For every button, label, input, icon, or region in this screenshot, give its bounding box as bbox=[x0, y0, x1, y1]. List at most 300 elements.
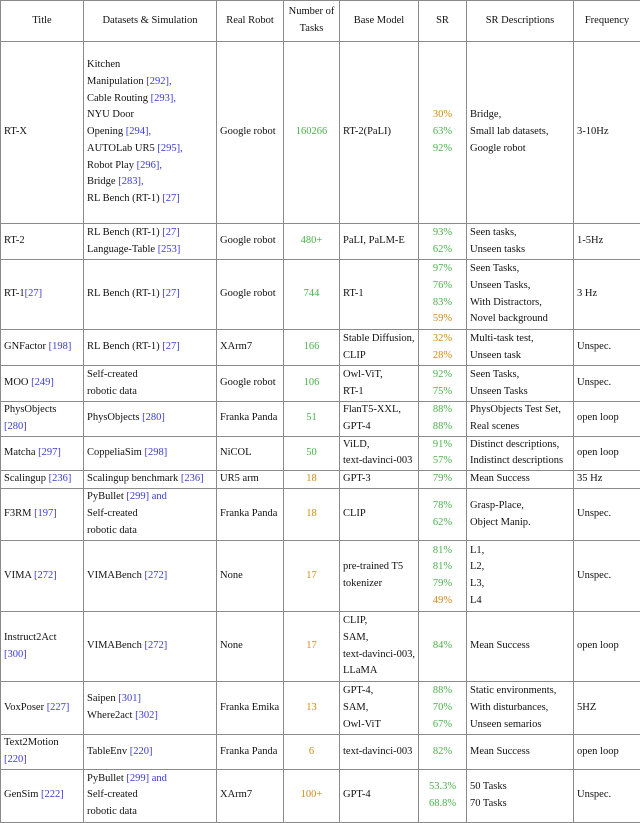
title-citation: [197] bbox=[34, 508, 57, 519]
base-model-line: Owl-ViT bbox=[343, 717, 415, 734]
dataset-text: Self-created bbox=[87, 369, 138, 380]
dataset-line bbox=[87, 771, 213, 788]
base-model-line: CLIP bbox=[343, 348, 415, 365]
datasets-cell bbox=[84, 471, 217, 489]
title-citation: [236] bbox=[49, 473, 72, 484]
dataset-citation: [293], bbox=[151, 93, 176, 104]
title-text: MOO bbox=[4, 377, 31, 388]
datasets-cell bbox=[84, 612, 217, 682]
dataset-line bbox=[87, 367, 213, 384]
title-citation: [272] bbox=[34, 570, 57, 581]
sr-description-line: 70 Tasks bbox=[470, 796, 570, 813]
sr-cell bbox=[419, 682, 467, 735]
dataset-citation: [27] bbox=[162, 341, 180, 352]
dataset-text: PyBullet bbox=[87, 491, 126, 502]
number-of-tasks-cell bbox=[284, 224, 340, 260]
frequency-text: 35 Hz bbox=[577, 473, 602, 484]
sr-value: 32% bbox=[422, 331, 463, 348]
sr-cell bbox=[419, 612, 467, 682]
sr-descriptions-cell bbox=[467, 735, 574, 770]
dataset-line bbox=[87, 691, 213, 708]
base-model-line: Stable Diffusion, bbox=[343, 331, 415, 348]
sr-value: 68.8% bbox=[422, 796, 463, 813]
title-cell bbox=[1, 471, 84, 489]
sr-descriptions-cell bbox=[467, 436, 574, 471]
base-model-line: GPT-4, bbox=[343, 683, 415, 700]
datasets-cell bbox=[84, 436, 217, 471]
title-citation: [249] bbox=[31, 377, 54, 388]
frequency-text: Unspec. bbox=[577, 377, 611, 388]
table-row bbox=[1, 224, 640, 260]
base-model-cell bbox=[340, 735, 419, 770]
number-of-tasks-cell bbox=[284, 260, 340, 330]
table-row bbox=[1, 735, 640, 770]
frequency-text: 5HZ bbox=[577, 702, 596, 713]
dataset-text: RL Bench (RT-1) bbox=[87, 288, 162, 299]
dataset-citation: [292], bbox=[146, 76, 171, 87]
datasets-cell bbox=[84, 735, 217, 770]
real-robot-text: Google robot bbox=[220, 288, 276, 299]
base-model-cell bbox=[340, 224, 419, 260]
dataset-citation: [27] bbox=[162, 193, 180, 204]
sr-descriptions-cell bbox=[467, 541, 574, 612]
frequency-cell bbox=[574, 612, 640, 682]
header-row bbox=[1, 1, 640, 42]
base-model-line: pre-trained T5 bbox=[343, 559, 415, 576]
dataset-citation: [295], bbox=[157, 143, 182, 154]
number-of-tasks-value: 166 bbox=[304, 341, 320, 352]
base-model-cell bbox=[340, 769, 419, 822]
sr-description-line: With disturbances, bbox=[470, 700, 570, 717]
dataset-line bbox=[87, 787, 213, 804]
sr-value: 82% bbox=[422, 744, 463, 761]
number-of-tasks-value: 17 bbox=[306, 640, 317, 651]
sr-cell bbox=[419, 436, 467, 471]
dataset-text: AUTOLab UR5 bbox=[87, 143, 157, 154]
real-robot-cell bbox=[217, 42, 284, 224]
dataset-line bbox=[87, 471, 213, 488]
number-of-tasks-cell bbox=[284, 366, 340, 402]
number-of-tasks-value: 6 bbox=[309, 746, 314, 757]
base-model-line: SAM, bbox=[343, 700, 415, 717]
dataset-text: RL Bench (RT-1) bbox=[87, 227, 162, 238]
dataset-citation: [299] and bbox=[126, 773, 167, 784]
title-citation: [300] bbox=[4, 649, 27, 660]
sr-value: 76% bbox=[422, 278, 463, 295]
title-citation: [297] bbox=[38, 447, 61, 458]
header-number-of-tasks: Number of Tasks bbox=[284, 1, 340, 42]
table-body bbox=[1, 42, 640, 823]
dataset-line bbox=[87, 225, 213, 242]
datasets-cell bbox=[84, 42, 217, 224]
real-robot-cell bbox=[217, 682, 284, 735]
dataset-text: robotic data bbox=[87, 525, 137, 536]
sr-cell bbox=[419, 330, 467, 366]
dataset-line bbox=[87, 174, 213, 191]
sr-description-line: Unseen tasks bbox=[470, 242, 570, 259]
dataset-text: VIMABench bbox=[87, 570, 144, 581]
title-text: Text2Motion bbox=[4, 737, 59, 748]
dataset-line bbox=[87, 339, 213, 356]
sr-description-line: Small lab datasets, bbox=[470, 124, 570, 141]
frequency-text: open loop bbox=[577, 447, 619, 458]
sr-description-line: Google robot bbox=[470, 141, 570, 158]
number-of-tasks-cell bbox=[284, 489, 340, 541]
dataset-line bbox=[87, 124, 213, 141]
real-robot-text: Google robot bbox=[220, 126, 276, 137]
real-robot-cell bbox=[217, 735, 284, 770]
sr-description-line: Seen tasks, bbox=[470, 225, 570, 242]
dataset-line bbox=[87, 158, 213, 175]
sr-descriptions-cell bbox=[467, 224, 574, 260]
sr-value: 59% bbox=[422, 311, 463, 328]
dataset-text: Opening bbox=[87, 126, 126, 137]
sr-description-line: Static environments, bbox=[470, 683, 570, 700]
frequency-cell bbox=[574, 436, 640, 471]
number-of-tasks-cell bbox=[284, 735, 340, 770]
table-row bbox=[1, 471, 640, 489]
sr-description-line: Unseen Tasks bbox=[470, 384, 570, 401]
sr-value: 91% bbox=[422, 437, 463, 454]
number-of-tasks-value: 480+ bbox=[301, 235, 323, 246]
table-row bbox=[1, 330, 640, 366]
table-row bbox=[1, 769, 640, 822]
sr-value: 88% bbox=[422, 402, 463, 419]
sr-descriptions-cell bbox=[467, 471, 574, 489]
sr-value: 28% bbox=[422, 348, 463, 365]
datasets-cell bbox=[84, 541, 217, 612]
dataset-text: CoppeliaSim bbox=[87, 447, 144, 458]
dataset-text: NYU Door bbox=[87, 109, 134, 120]
dataset-text: PyBullet bbox=[87, 773, 126, 784]
header-sr: SR bbox=[419, 1, 467, 42]
number-of-tasks-value: 160266 bbox=[296, 126, 328, 137]
header-title: Title bbox=[1, 1, 84, 42]
sr-cell bbox=[419, 769, 467, 822]
sr-cell bbox=[419, 471, 467, 489]
sr-description-line: Grasp-Place, bbox=[470, 498, 570, 515]
number-of-tasks-cell bbox=[284, 541, 340, 612]
real-robot-text: Google robot bbox=[220, 235, 276, 246]
title-cell bbox=[1, 436, 84, 471]
base-model-line: Owl-ViT, bbox=[343, 367, 415, 384]
dataset-text: Scalingup benchmark bbox=[87, 473, 181, 484]
title-text: RT-X bbox=[4, 126, 27, 137]
sr-cell bbox=[419, 260, 467, 330]
frequency-text: open loop bbox=[577, 412, 619, 423]
title-citation: [27] bbox=[25, 288, 43, 299]
sr-value: 53.3% bbox=[422, 779, 463, 796]
sr-description-line: 50 Tasks bbox=[470, 779, 570, 796]
title-cell bbox=[1, 682, 84, 735]
dataset-line bbox=[87, 57, 213, 74]
frequency-cell bbox=[574, 224, 640, 260]
frequency-cell bbox=[574, 769, 640, 822]
sr-value: 63% bbox=[422, 124, 463, 141]
title-text: Matcha bbox=[4, 447, 38, 458]
title-citation: [198] bbox=[49, 341, 72, 352]
sr-value: 84% bbox=[422, 638, 463, 655]
frequency-text: 1-5Hz bbox=[577, 235, 603, 246]
real-robot-text: XArm7 bbox=[220, 341, 252, 352]
title-text: RT-2 bbox=[4, 235, 25, 246]
table-row bbox=[1, 489, 640, 541]
real-robot-text: UR5 arm bbox=[220, 473, 259, 484]
real-robot-text: NiCOL bbox=[220, 447, 252, 458]
title-text: Instruct2Act bbox=[4, 632, 57, 643]
sr-value: 88% bbox=[422, 683, 463, 700]
base-model-line: SAM, bbox=[343, 630, 415, 647]
dataset-text: PhysObjects bbox=[87, 412, 142, 423]
base-model-line: GPT-4 bbox=[343, 787, 415, 804]
sr-description-line: L2, bbox=[470, 559, 570, 576]
real-robot-text: Franka Panda bbox=[220, 412, 277, 423]
sr-descriptions-cell bbox=[467, 402, 574, 437]
frequency-cell bbox=[574, 366, 640, 402]
base-model-cell bbox=[340, 541, 419, 612]
real-robot-cell bbox=[217, 330, 284, 366]
sr-value: 92% bbox=[422, 367, 463, 384]
sr-descriptions-cell bbox=[467, 489, 574, 541]
table-row bbox=[1, 436, 640, 471]
datasets-cell bbox=[84, 366, 217, 402]
title-citation: [220] bbox=[4, 754, 27, 765]
sr-cell bbox=[419, 224, 467, 260]
frequency-cell bbox=[574, 402, 640, 437]
dataset-citation: [299] and bbox=[126, 491, 167, 502]
base-model-line: RT-1 bbox=[343, 384, 415, 401]
sr-description-line: With Distractors, bbox=[470, 295, 570, 312]
sr-description-line: Mean Success bbox=[470, 744, 570, 761]
sr-description-line: Mean Success bbox=[470, 471, 570, 488]
sr-value: 93% bbox=[422, 225, 463, 242]
dataset-text: Language-Table bbox=[87, 244, 158, 255]
sr-description-line: Mean Success bbox=[470, 638, 570, 655]
title-text: GNFactor bbox=[4, 341, 49, 352]
dataset-text: robotic data bbox=[87, 386, 137, 397]
sr-description-line: Seen Tasks, bbox=[470, 261, 570, 278]
base-model-cell bbox=[340, 471, 419, 489]
sr-description-line: Seen Tasks, bbox=[470, 367, 570, 384]
title-citation: [280] bbox=[4, 421, 27, 432]
frequency-cell bbox=[574, 471, 640, 489]
table-row bbox=[1, 682, 640, 735]
sr-cell bbox=[419, 42, 467, 224]
base-model-line: PaLI, PaLM-E bbox=[343, 233, 415, 250]
datasets-cell bbox=[84, 489, 217, 541]
dataset-citation: [280] bbox=[142, 412, 165, 423]
number-of-tasks-value: 106 bbox=[304, 377, 320, 388]
datasets-cell bbox=[84, 330, 217, 366]
real-robot-text: None bbox=[220, 640, 243, 651]
sr-value: 88% bbox=[422, 419, 463, 436]
dataset-text: Saipen bbox=[87, 693, 118, 704]
real-robot-cell bbox=[217, 366, 284, 402]
sr-descriptions-cell bbox=[467, 330, 574, 366]
title-cell bbox=[1, 260, 84, 330]
dataset-line bbox=[87, 506, 213, 523]
dataset-line bbox=[87, 410, 213, 427]
dataset-citation: [27] bbox=[162, 227, 180, 238]
number-of-tasks-value: 18 bbox=[306, 473, 317, 484]
dataset-line bbox=[87, 384, 213, 401]
sr-descriptions-cell bbox=[467, 42, 574, 224]
number-of-tasks-value: 17 bbox=[306, 570, 317, 581]
header-sr-descriptions: SR Descriptions bbox=[467, 1, 574, 42]
table-row bbox=[1, 541, 640, 612]
title-cell bbox=[1, 402, 84, 437]
base-model-cell bbox=[340, 489, 419, 541]
header-base-model: Base Model bbox=[340, 1, 419, 42]
frequency-text: open loop bbox=[577, 746, 619, 757]
base-model-line: tokenizer bbox=[343, 576, 415, 593]
sr-value: 79% bbox=[422, 576, 463, 593]
frequency-cell bbox=[574, 330, 640, 366]
sr-description-line: L3, bbox=[470, 576, 570, 593]
dataset-citation: [236] bbox=[181, 473, 204, 484]
number-of-tasks-value: 51 bbox=[306, 412, 317, 423]
dataset-citation: [220] bbox=[130, 746, 153, 757]
sr-value: 97% bbox=[422, 261, 463, 278]
base-model-line: text-davinci-003 bbox=[343, 453, 415, 470]
number-of-tasks-cell bbox=[284, 682, 340, 735]
title-text: PhysObjects bbox=[4, 404, 57, 415]
dataset-text: Bridge bbox=[87, 176, 118, 187]
sr-value: 75% bbox=[422, 384, 463, 401]
base-model-line: FlanT5-XXL, bbox=[343, 402, 415, 419]
dataset-line bbox=[87, 708, 213, 725]
frequency-cell bbox=[574, 735, 640, 770]
frequency-text: Unspec. bbox=[577, 508, 611, 519]
dataset-line bbox=[87, 91, 213, 108]
number-of-tasks-value: 18 bbox=[306, 508, 317, 519]
sr-value: 92% bbox=[422, 141, 463, 158]
frequency-text: 3 Hz bbox=[577, 288, 597, 299]
sr-descriptions-cell bbox=[467, 682, 574, 735]
base-model-line: GPT-3 bbox=[343, 471, 415, 488]
sr-value: 30% bbox=[422, 107, 463, 124]
frequency-text: open loop bbox=[577, 640, 619, 651]
sr-value: 67% bbox=[422, 717, 463, 734]
real-robot-text: Franka Panda bbox=[220, 746, 277, 757]
frequency-cell bbox=[574, 682, 640, 735]
sr-description-line: Distinct descriptions, bbox=[470, 437, 570, 454]
frequency-cell bbox=[574, 541, 640, 612]
title-text: Scalingup bbox=[4, 473, 49, 484]
header-datasets: Datasets & Simulation bbox=[84, 1, 217, 42]
table-row bbox=[1, 42, 640, 224]
base-model-line: CLIP, bbox=[343, 613, 415, 630]
title-cell bbox=[1, 489, 84, 541]
dataset-text: VIMABench bbox=[87, 640, 144, 651]
title-text: F3RM bbox=[4, 508, 34, 519]
title-cell bbox=[1, 769, 84, 822]
sr-description-line: L4 bbox=[470, 593, 570, 610]
real-robot-cell bbox=[217, 471, 284, 489]
real-robot-text: Franka Emika bbox=[220, 702, 279, 713]
sr-value: 62% bbox=[422, 242, 463, 259]
dataset-line bbox=[87, 74, 213, 91]
sr-description-line: Novel background bbox=[470, 311, 570, 328]
dataset-text: Where2act bbox=[87, 710, 135, 721]
dataset-text: RL Bench (RT-1) bbox=[87, 341, 162, 352]
base-model-line: RT-2(PaLI) bbox=[343, 124, 415, 141]
dataset-citation: [298] bbox=[144, 447, 167, 458]
sr-value: 81% bbox=[422, 559, 463, 576]
title-citation: [222] bbox=[41, 789, 64, 800]
frequency-text: Unspec. bbox=[577, 341, 611, 352]
table-row bbox=[1, 402, 640, 437]
real-robot-cell bbox=[217, 260, 284, 330]
title-cell bbox=[1, 366, 84, 402]
real-robot-text: XArm7 bbox=[220, 789, 252, 800]
title-text: RT-1 bbox=[4, 288, 25, 299]
sr-description-line: Multi-task test, bbox=[470, 331, 570, 348]
sr-value: 78% bbox=[422, 498, 463, 515]
frequency-text: Unspec. bbox=[577, 570, 611, 581]
number-of-tasks-value: 100+ bbox=[301, 789, 323, 800]
dataset-text: Kitchen bbox=[87, 59, 120, 70]
sr-value: 57% bbox=[422, 453, 463, 470]
dataset-text: RL Bench (RT-1) bbox=[87, 193, 162, 204]
base-model-cell bbox=[340, 330, 419, 366]
number-of-tasks-cell bbox=[284, 612, 340, 682]
sr-descriptions-cell bbox=[467, 260, 574, 330]
frequency-text: Unspec. bbox=[577, 789, 611, 800]
dataset-citation: [272] bbox=[144, 570, 167, 581]
dataset-line bbox=[87, 638, 213, 655]
frequency-cell bbox=[574, 489, 640, 541]
real-robot-cell bbox=[217, 612, 284, 682]
base-model-line: LLaMA bbox=[343, 663, 415, 680]
number-of-tasks-cell bbox=[284, 436, 340, 471]
base-model-cell bbox=[340, 402, 419, 437]
real-robot-cell bbox=[217, 769, 284, 822]
table-row bbox=[1, 260, 640, 330]
real-robot-cell bbox=[217, 402, 284, 437]
dataset-line bbox=[87, 107, 213, 124]
number-of-tasks-cell bbox=[284, 330, 340, 366]
dataset-line bbox=[87, 141, 213, 158]
sr-description-line: Unseen task bbox=[470, 348, 570, 365]
frequency-cell bbox=[574, 42, 640, 224]
number-of-tasks-value: 744 bbox=[304, 288, 320, 299]
title-cell bbox=[1, 541, 84, 612]
datasets-cell bbox=[84, 682, 217, 735]
sr-cell bbox=[419, 402, 467, 437]
sr-value: 62% bbox=[422, 515, 463, 532]
sr-description-line: Real scenes bbox=[470, 419, 570, 436]
base-model-line: ViLD, bbox=[343, 437, 415, 454]
dataset-line bbox=[87, 523, 213, 540]
dataset-line bbox=[87, 445, 213, 462]
sr-description-line: Bridge, bbox=[470, 107, 570, 124]
dataset-text: TableEnv bbox=[87, 746, 130, 757]
dataset-citation: [301] bbox=[118, 693, 141, 704]
sr-description-line: PhysObjects Test Set, bbox=[470, 402, 570, 419]
number-of-tasks-cell bbox=[284, 769, 340, 822]
frequency-text: 3-10Hz bbox=[577, 126, 609, 137]
base-model-cell bbox=[340, 260, 419, 330]
sr-description-line: Indistinct descriptions bbox=[470, 453, 570, 470]
sr-cell bbox=[419, 541, 467, 612]
dataset-citation: [27] bbox=[162, 288, 180, 299]
dataset-text: Self-created bbox=[87, 789, 138, 800]
dataset-line bbox=[87, 568, 213, 585]
real-robot-text: Franka Panda bbox=[220, 508, 277, 519]
datasets-cell bbox=[84, 260, 217, 330]
base-model-line: text-davinci-003, bbox=[343, 647, 415, 664]
